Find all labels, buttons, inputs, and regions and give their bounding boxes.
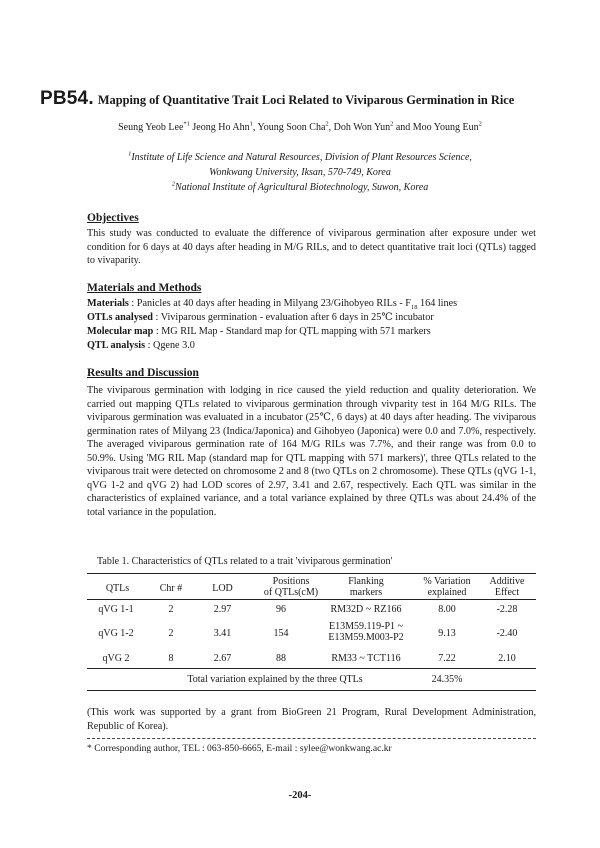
header-variation-line-2: explained <box>427 587 467 598</box>
header-chr: Chr # <box>159 583 183 594</box>
row2-chr: 2 <box>168 628 174 639</box>
affiliation-1-line-2: Wonkwang University, Iksan, 570-749, Korea <box>209 167 391 178</box>
total-variation-value: 24.35% <box>431 674 463 685</box>
author-sup: 2 <box>390 120 394 128</box>
objectives-heading: Objectives <box>87 212 139 224</box>
row3-position: 88 <box>276 653 286 664</box>
author-name: Doh Won Yun <box>333 122 391 133</box>
author-name: Moo Young Eun <box>412 122 479 133</box>
header-flanking-line-2: markers <box>349 587 383 598</box>
methods-heading: Materials and Methods <box>87 282 202 294</box>
qtl-analysis-label: QTL analysis <box>87 340 146 351</box>
materials-subscript: 18 <box>410 304 418 312</box>
results-heading: Results and Discussion <box>87 367 199 379</box>
affiliation-2 <box>0 182 600 193</box>
affiliation-1-line-1 <box>0 152 600 163</box>
row2-lod: 3.41 <box>213 628 232 639</box>
author-sup: *1 <box>183 120 190 128</box>
row1-position: 96 <box>276 604 286 615</box>
row1-chr: 2 <box>168 604 174 615</box>
author-sup: 2 <box>478 120 482 128</box>
row2-additive: -2.40 <box>496 628 518 639</box>
row2-qtl: qVG 1-2 <box>98 628 134 639</box>
footnote-separator <box>87 738 536 739</box>
row1-flanking: RM32D ~ RZ166 <box>330 604 402 615</box>
row3-lod: 2.67 <box>213 653 232 664</box>
row2-flanking-line-2: E13M59.M003-P2 <box>328 632 404 643</box>
molecular-map-text: : MG RIL Map - Standard map for QTL mapping with 571 markers <box>153 326 431 337</box>
header-positions-line-2: of QTLs(cM) <box>263 587 319 598</box>
row3-variation: 7.22 <box>438 653 456 664</box>
header-positions-line-1: Positions <box>272 576 310 587</box>
row3-flanking: RM33 ~ TCT116 <box>331 653 401 664</box>
funding-note: (This work was supported by a grant from BioGreen 21 Program, Rural Development Administration, Republic of Korea). <box>87 707 536 732</box>
materials-text: : Panicles at 40 days after heading in Milyang 23/Gihobyeo RILs - F <box>128 298 411 309</box>
header-variation-line-1: % Variation <box>423 576 471 587</box>
author-name: Seung Yeob Lee <box>118 122 184 133</box>
row2-flanking-line-1: E13M59.119-P1 ~ <box>329 621 403 632</box>
materials-label: Materials <box>87 298 129 309</box>
qtl-analysis-line <box>87 340 195 351</box>
materials-line <box>87 298 457 311</box>
molecular-map-line <box>87 326 431 337</box>
title-row <box>40 88 580 110</box>
author-name: Young Soon Cha <box>257 122 326 133</box>
table-header-rule <box>87 599 536 600</box>
author-list: Seung Yeob Lee$^{*1}$ Jeong Ho Ahn$^1$, Young Soon Cha$^2$, Doh Won Yun$^2$ and Moo Young Eun$^2$ <box>118 120 482 133</box>
abstract-code: PB54. <box>40 88 94 109</box>
row3-chr: 8 <box>168 653 174 664</box>
header-flanking <box>318 576 414 598</box>
row1-qtl: qVG 1-1 <box>98 604 134 615</box>
header-additive-line-1: Additive <box>489 576 525 587</box>
row3-additive: 2.10 <box>498 653 516 664</box>
table-bottom-rule <box>87 690 536 691</box>
affiliation-text: Institute of Life Science and Natural Resources, Division of Plant Resources Science, <box>131 152 472 163</box>
header-additive <box>478 576 536 598</box>
author-sup: 1 <box>249 120 253 128</box>
row3-qtl: qVG 2 <box>102 653 130 664</box>
corresponding-author-footnote: * Corresponding author, TEL : 063-850-6665, E-mail : sylee@wonkwang.ac.kr <box>87 743 392 754</box>
otls-label: OTLs analysed <box>87 312 153 323</box>
header-variation <box>412 576 482 598</box>
row2-position: 154 <box>273 628 289 639</box>
table-top-rule <box>87 573 536 574</box>
qtl-analysis-text: : Qgene 3.0 <box>145 340 195 351</box>
row1-lod: 2.97 <box>213 604 232 615</box>
row1-variation: 8.00 <box>438 604 456 615</box>
otls-line <box>87 312 434 323</box>
paper-title: Mapping of Quantitative Trait Loci Related to Viviparous Germination in Rice <box>97 93 515 107</box>
header-additive-line-2: Effect <box>494 587 520 598</box>
total-variation-label: Total variation explained by the three QTLs <box>187 674 363 685</box>
page-number: -204- <box>288 790 312 801</box>
row2-flanking <box>318 621 414 643</box>
table-caption: Table 1. Characteristics of QTLs related to a trait 'viviparous germination' <box>97 556 393 567</box>
affiliation-text: National Institute of Agricultural Biotechnology, Suwon, Korea <box>174 182 429 193</box>
affiliation-sup: 2 <box>171 180 175 188</box>
row1-additive: -2.28 <box>496 604 518 615</box>
affiliation-sup: 1 <box>128 150 132 158</box>
molecular-map-label: Molecular map <box>87 326 154 337</box>
author-sup: 2 <box>325 120 329 128</box>
otls-text: : Viviparous germination - evaluation after 6 days in 25℃ incubator <box>152 312 434 323</box>
row2-variation: 9.13 <box>438 628 456 639</box>
materials-tail: 164 lines <box>417 298 458 309</box>
objectives-text: This study was conducted to evaluate the difference of viviparous germination after exposure under wet condition for 6 days at 40 days after heading in M/G RILs, and to detect quantitative trait loci (QTLs) tagged to vivaparity. <box>87 228 536 266</box>
header-lod: LOD <box>212 583 233 594</box>
results-text: The viviparous germination with lodging in rice caused the yield reduction and quality deterioration. We carried out mapping QTLs related to viviparous germination through vivparity test in 164 M/G RILs. The viviparous germination was evaluated in a incubator (25℃, 6 days) at 40 days after heading. The viviparous germination rates of Milyang 23 (Indica/Japonica) and Gihobyeo (Japonica) were 0.0 and 7.0%, respectively. The averaged viviparous germination rate of 164 M/G RILs was 7.7%, and their range was from 0.0 to 50.9%. Using 'MG RIL Map (standard map for QTL mapping with 571 markers)', three QTLs related to the viviparous trait were detected on chromosome 2 and 8 (two QTLs on 2 chromosome). These QTLs (qVG 1-1, qVG 1-2 and qVG 2) had LOD scores of 2.97, 3.41 and 2.67, respectively. Each QTL was similar in the characteristics of explained variance, and a total variance explained by three QTLs was about 24.4% of the total variance in the population. <box>87 385 536 518</box>
header-flanking-line-1: Flanking <box>348 576 384 587</box>
header-qtls: QTLs <box>105 583 130 594</box>
author-name: Jeong Ho Ahn <box>192 122 250 133</box>
table-row-rule <box>87 668 536 669</box>
